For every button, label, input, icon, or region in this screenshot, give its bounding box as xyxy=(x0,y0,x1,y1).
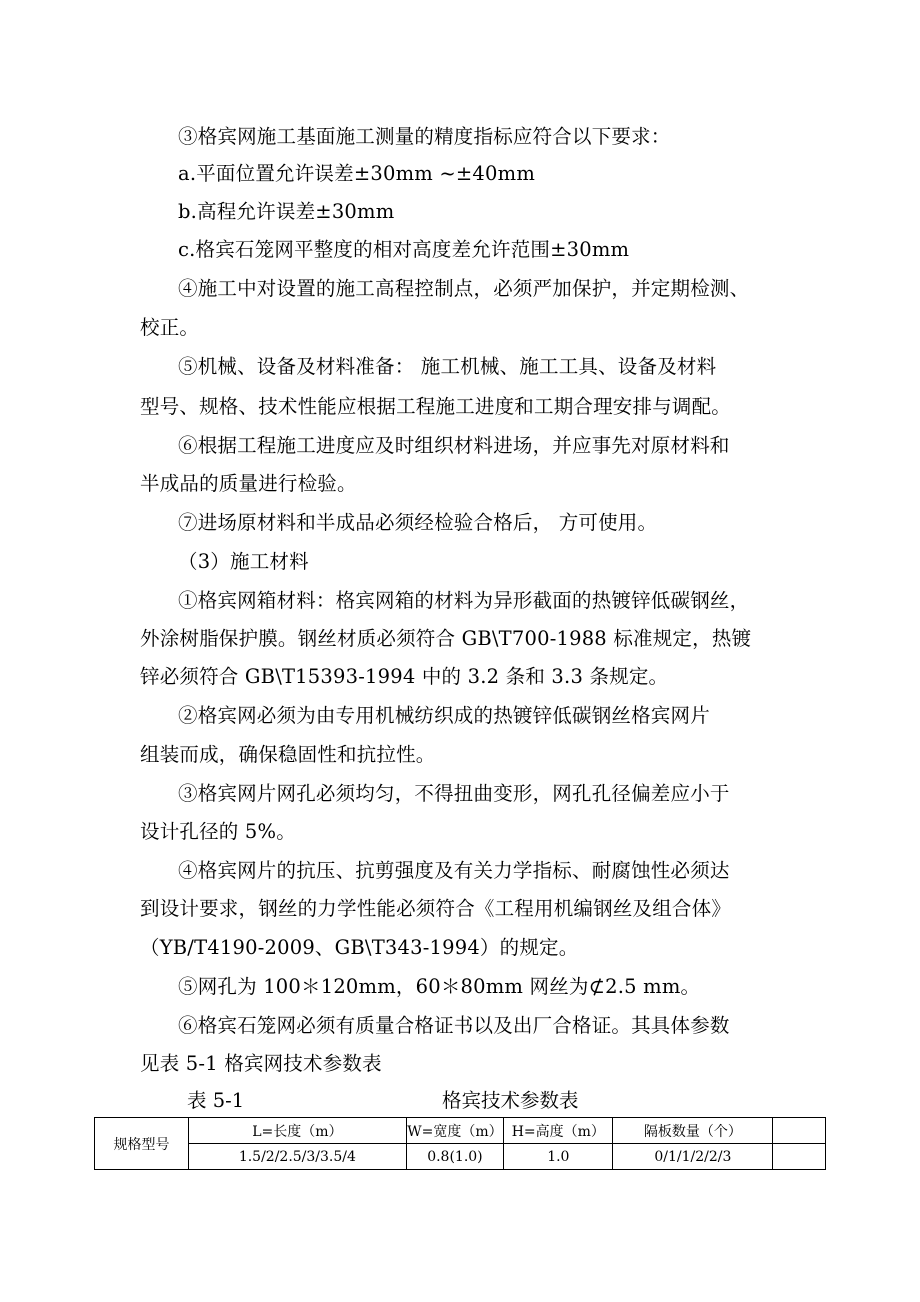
paragraph-line: 校正。 xyxy=(140,316,200,339)
paragraph-line: 设计孔径的 5%。 xyxy=(140,820,296,843)
table-cell: 1.0 xyxy=(504,1144,613,1170)
paragraph-line: （YB/T4190-2009、GB\T343-1994）的规定。 xyxy=(140,936,579,959)
paragraph-line: ④施工中对设置的施工高程控制点，必须严加保护，并定期检测、 xyxy=(178,277,750,300)
table-row xyxy=(95,1118,826,1144)
table-caption-title: 格宾技术参数表 xyxy=(442,1089,579,1112)
table-cell: 1.5/2/2.5/3/3.5/4 xyxy=(189,1144,407,1170)
paragraph-line: ⑥根据工程施工进度应及时组织材料进场，并应事先对原材料和 xyxy=(178,434,730,457)
paragraph-line: b.高程允许误差±30mm xyxy=(178,200,395,223)
paragraph-line: 见表 5-1 格宾网技术参数表 xyxy=(140,1052,382,1075)
paragraph-line: ①格宾网箱材料：格宾网箱的材料为异形截面的热镀锌低碳钢丝， xyxy=(178,589,750,612)
paragraph-line: c.格宾石笼网平整度的相对高度差允许范围±30mm xyxy=(178,238,630,261)
paragraph-line: 组装而成，确保稳固性和抗拉性。 xyxy=(140,743,436,766)
paragraph-line: 半成品的质量进行检验。 xyxy=(140,472,357,495)
paragraph-line: a.平面位置允许误差±30mm ~±40mm xyxy=(178,162,536,185)
paragraph-line: ⑥格宾石笼网必须有质量合格证书以及出厂合格证。其具体参数 xyxy=(178,1014,730,1037)
table-header-cell: L=长度（m） xyxy=(189,1118,407,1144)
table-row-header: 规格型号 xyxy=(95,1118,189,1170)
table-row xyxy=(95,1144,826,1170)
paragraph-line: ②格宾网必须为由专用机械纺织成的热镀锌低碳钢丝格宾网片 xyxy=(178,704,710,727)
paragraph-line: ⑤机械、设备及材料准备： 施工机械、施工工具、设备及材料 xyxy=(178,355,717,378)
table-header-cell: W=宽度（m） xyxy=(406,1118,504,1144)
paragraph-line: ④格宾网片的抗压、抗剪强度及有关力学指标、耐腐蚀性必须达 xyxy=(178,859,730,882)
paragraph-line: ⑦进场原材料和半成品必须经检验合格后， 方可使用。 xyxy=(178,511,658,534)
table-cell xyxy=(773,1144,826,1170)
paragraph-line: 外涂树脂保护膜。钢丝材质必须符合 GB\T700-1988 标准规定，热镀 xyxy=(140,627,752,650)
paragraph-line: ③格宾网片网孔必须均匀，不得扭曲变形，网孔孔径偏差应小于 xyxy=(178,782,730,805)
paragraph-line: ③格宾网施工基面施工测量的精度指标应符合以下要求： xyxy=(178,125,671,148)
table-cell: 0/1/1/2/2/3 xyxy=(613,1144,773,1170)
paragraph-line: 到设计要求，钢丝的力学性能必须符合《工程用机编钢丝及组合体》 xyxy=(140,897,732,920)
table-caption-number: 表 5-1 xyxy=(187,1089,245,1112)
paragraph-line: （3）施工材料 xyxy=(178,550,309,573)
paragraph-line: ⑤网孔为 100＊120mm，60＊80mm 网丝为⊄2.5 mm。 xyxy=(178,975,701,998)
spec-table xyxy=(94,1117,826,1170)
paragraph-line: 型号、规格、技术性能应根据工程施工进度和工期合理安排与调配。 xyxy=(140,395,732,418)
table-header-cell xyxy=(773,1118,826,1144)
table-cell: 0.8(1.0) xyxy=(406,1144,504,1170)
paragraph-line: 锌必须符合 GB\T15393-1994 中的 3.2 条和 3.3 条规定。 xyxy=(140,665,669,688)
table-header-cell: H=高度（m） xyxy=(504,1118,613,1144)
table-header-cell: 隔板数量（个） xyxy=(613,1118,773,1144)
